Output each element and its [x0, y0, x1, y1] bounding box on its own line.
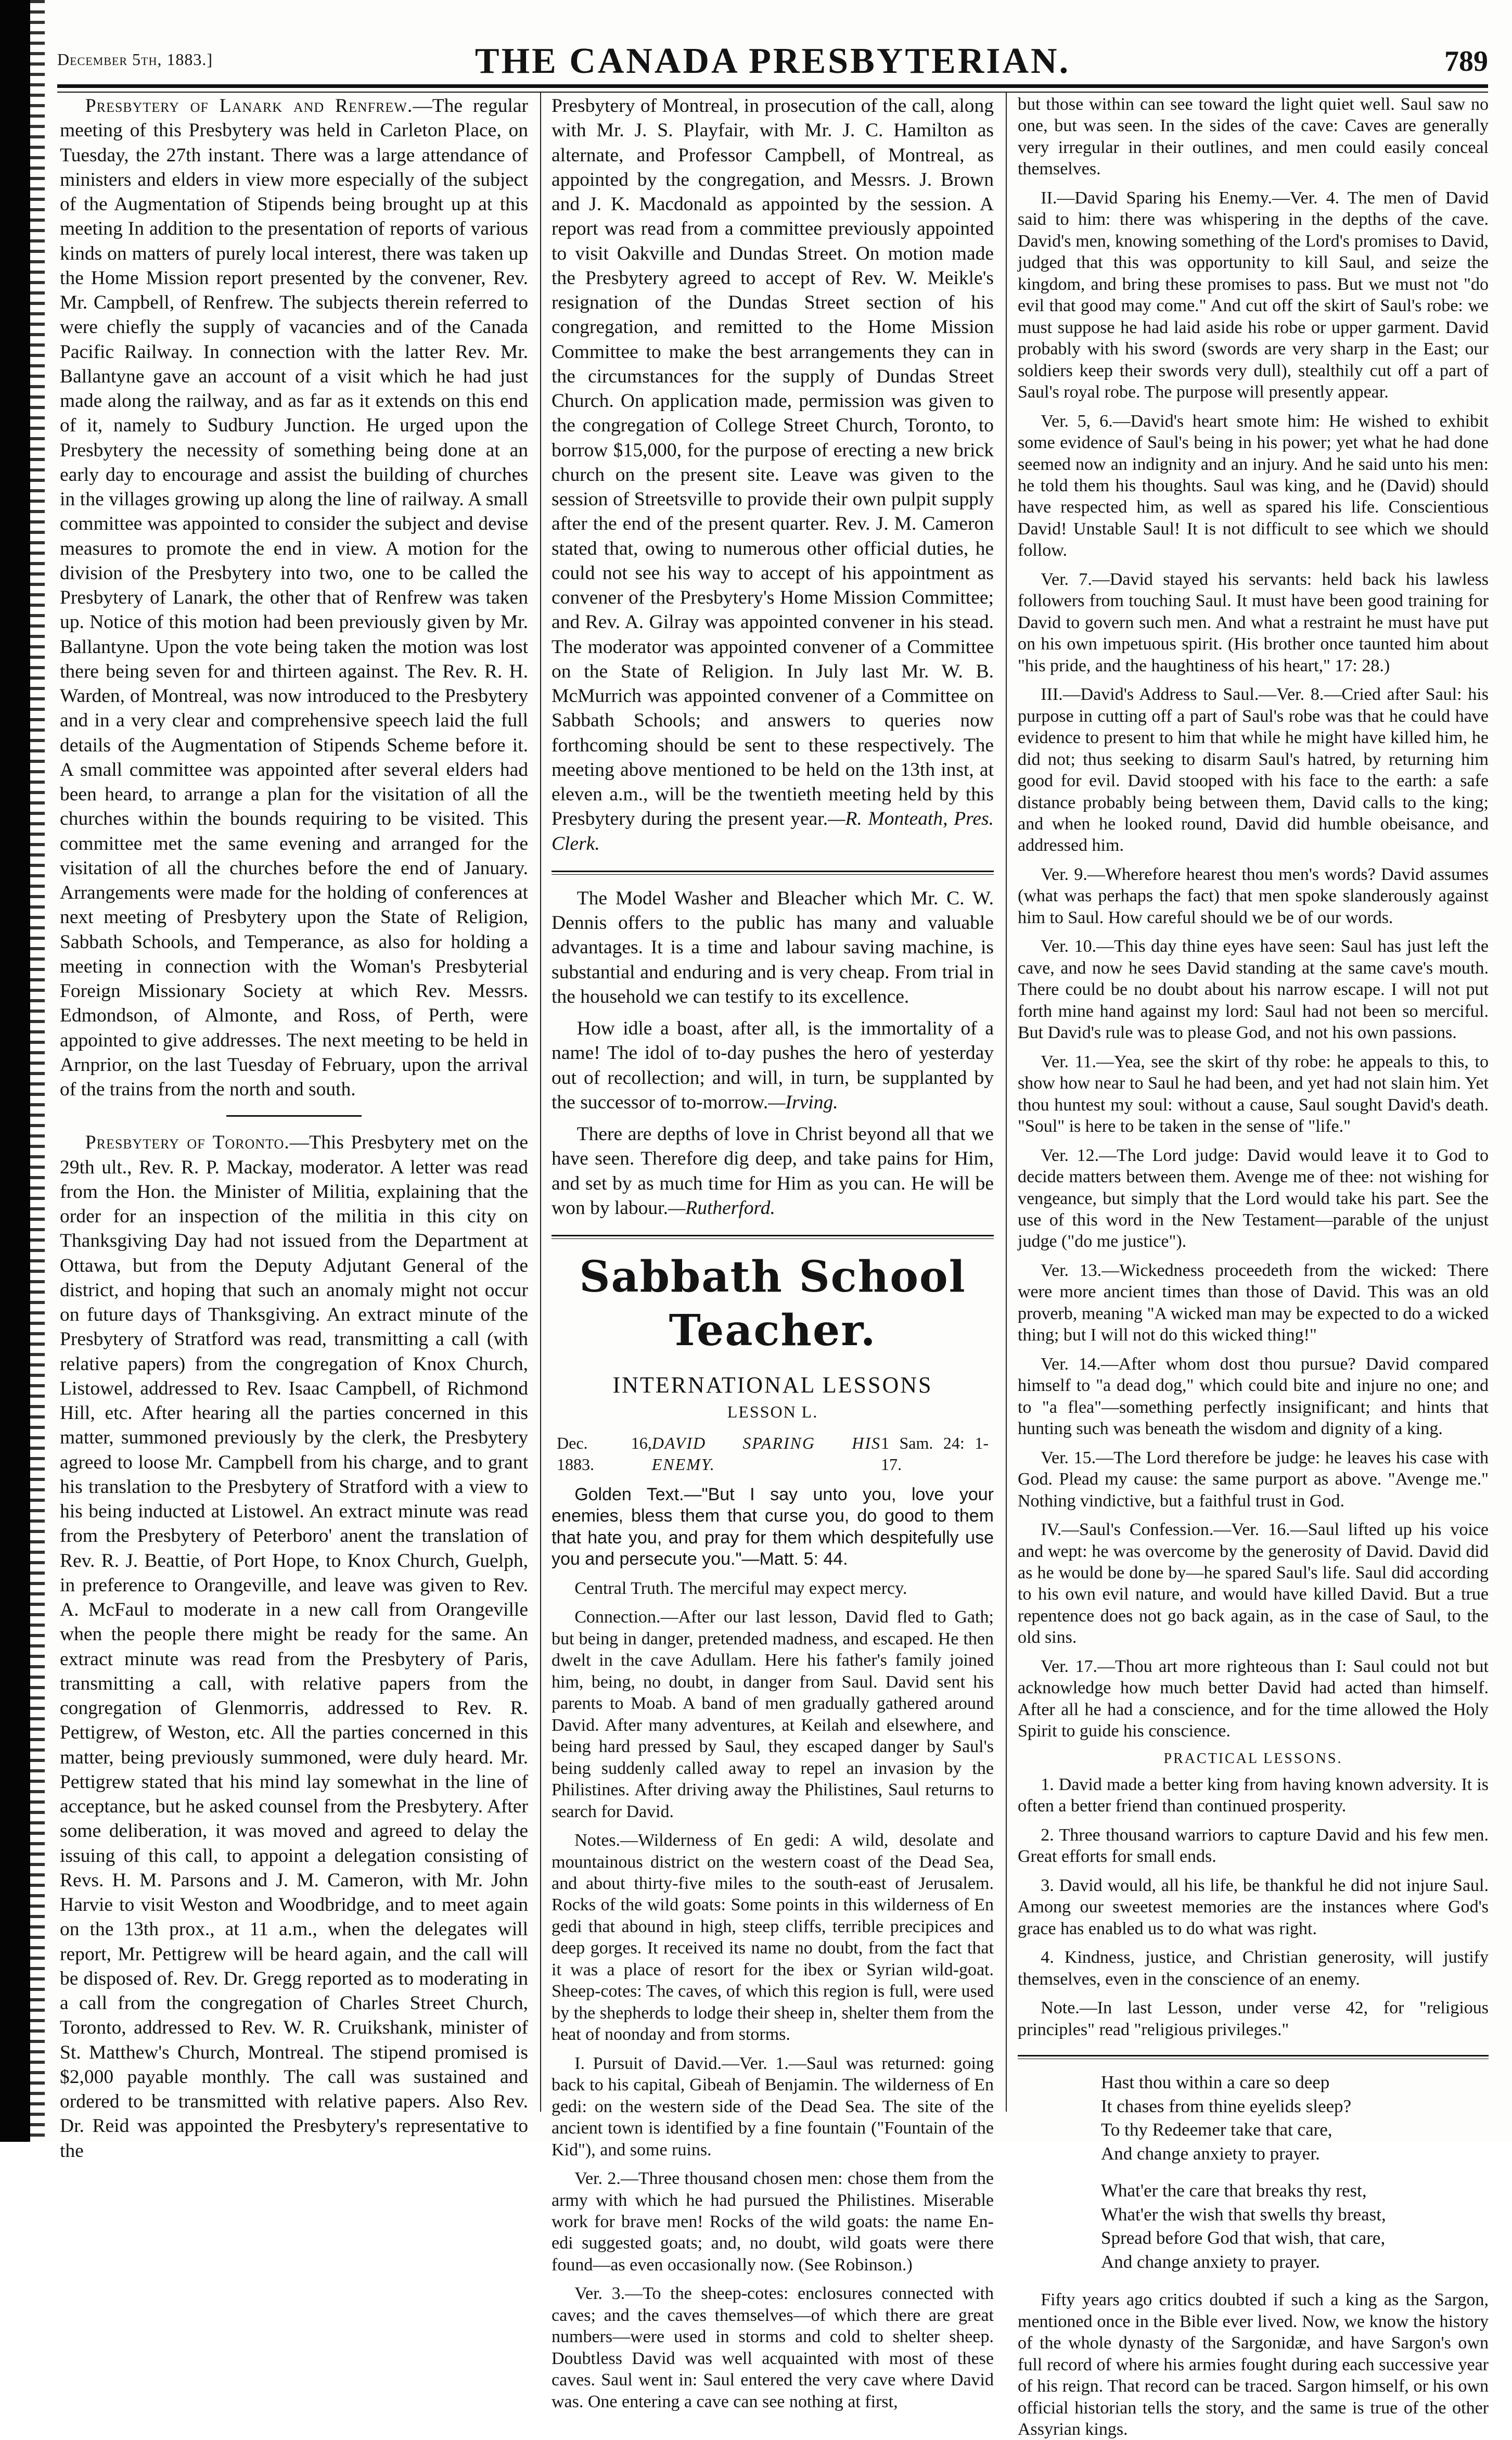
section-rule-thin — [552, 1238, 994, 1239]
verse-7: Ver. 7.—David stayed his servants: held back his lawless followers from touching Saul. It must have been good training for David to govern such men. And what a restraint he must have put on his own impetuous spirit. (His brother once taunted him about "his pride, and the haughtiness of his heart," 17: 28.) — [1018, 569, 1489, 675]
lanark-report — [60, 94, 528, 1102]
sauls-confession: IV.—Saul's Confession.—Ver. 16.—Saul lifted up his voice and wept: he was overcome by the generosity of David. David did as he would be done by—he spared Saul's life. Saul did according to his own evil nature, and would have killed David. But a true repentence does not go back again, as in the case of Saul, to the old sins. — [1018, 1520, 1489, 1647]
washer-note: The Model Washer and Bleacher which Mr. C. W. Dennis offers to the public has many and valuable advantages. It is a time and labour saving machine, is substantial and enduring and is very cheap. From trial in the household we can testify to its excellence. — [552, 887, 994, 1007]
david-sparing-enemy: II.—David Sparing his Enemy.—Ver. 4. The men of David said to him: there was whispering in the depths of the cave. David's men, knowing something of the Lord's promises to David, judged that this was opportunity to kill Saul, and seize the kingdom, and bring these promises to pass. But we must not "do evil that good may come." And cut off the skirt of Saul's robe: we must suppose he had laid aside his robe or upper garment. David probably with his sword (swords are very sharp in the East; our soldiers keep their swords very dull), stealthily cut off a part of Saul's royal robe. The purpose will presently appear. — [1018, 188, 1489, 402]
verse-17: Ver. 17.—Thou art more righteous than I: Saul could not but acknowledge how much better David had acted than himself. After all he had a conscience, and for the time allowed the Holy Spirit to guide his conscience. — [1018, 1656, 1489, 1741]
irving-quote-text: How idle a boast, after all, is the immortality of a name! The idol of to-day pushes the hero of yesterday out of recollection; and will, in turn, be supplanted by the successor of to-morrow. — [552, 1018, 994, 1113]
section-divider — [226, 1115, 362, 1117]
poem-line: Spread before God that wish, that care, — [1101, 2228, 1386, 2249]
section-rule — [552, 1235, 994, 1236]
practical-lesson-3: 3. David would, all his life, be thankful he did not injure Saul. Among our sweetest memories are the instances where God's grace has enabled us to do what was right. — [1018, 1875, 1489, 1938]
section-rule-thin — [552, 874, 994, 875]
pursuit-of-david: I. Pursuit of David.—Ver. 1.—Saul was returned: going back to his capital, Gibeah of Benjamin. The wilderness of En gedi: on the western side of the Dead Sea. The site of the ancient town is identified by a fine fountain ("Fountain of the Kid"), and some ruins. — [552, 2053, 994, 2160]
rutherford-attribution: —Rutherford. — [668, 1197, 775, 1219]
poem-stanza-1 — [1101, 2071, 1489, 2165]
continued-text: Presbytery of Montreal, in prosecution of the call, along with Mr. J. S. Playfair, with Mr. J. C. Hamilton as alternate, and Professor Campbell, of Montreal, as appointed by the congregation, and Messrs. J. Brown and J. K. Macdonald as appointed by the session. A report was read from a committee previously appointed to visit Oakville and Dundas Street. On motion made the Presbytery agreed to accept of Rev. W. Meikle's resignation of the Dundas Street section of his congregation, and remitted to the Home Mission Committee to make the best arrangements they can in the circumstances for the supply of Dundas Street Church. On application made, permission was given to the congregation of College Street Church, Toronto, to borrow $15,000, for the purpose of erecting a new brick church on the present site. Leave was given to the session of Streetsville to provide their own pulpit supply after the end of the present quarter. Rev. J. M. Cameron stated that, owing to numerous other official duties, he could not see his way to accept of his appointment as convener of the Presbytery's Home Mission Committee; and Rev. A. Gilray was appointed convener in his stead. The moderator was appointed convener of a Committee on the State of Religion. In July last Mr. W. B. McMurrich was appointed convener of a Committee on Sabbath Schools; and answers to queries now forthcoming should be sent to these respectively. The meeting above mentioned to be held on the 13th inst, at eleven a.m., will be the twentieth meeting held by this Presbytery during the present year. — [552, 95, 994, 830]
rutherford-quote-text: There are depths of love in Christ beyond all that we have seen. Therefore dig deep, and take pains for Him, and set by as much time for Him as you can. He will be won by labour. — [552, 1123, 994, 1219]
section-rule — [1018, 2055, 1489, 2056]
poem-line: To thy Redeemer take that care, — [1101, 2119, 1332, 2140]
left-column — [60, 94, 528, 2162]
practical-lesson-4: 4. Kindness, justice, and Christian generosity, will justify themselves, even in the conscience of an enemy. — [1018, 1948, 1489, 1989]
verse-2: Ver. 2.—Three thousand chosen men: chose them from the army with which he had pursued the Philistines. Miserable work for brave men! Rocks of the wild goats: the name En-edi suggested goats; and, no doubt, wild goats were there found—as even occasionally now. (See Robinson.) — [552, 2169, 994, 2275]
practical-lessons-heading: PRACTICAL LESSONS. — [1163, 1750, 1343, 1767]
verse-3: Ver. 3.—To the sheep-cotes: enclosures connected with caves; and the caves themselves—of which there are great numbers—were used in storms and cold to shelter sheep. Doubtless David was well acquainted with most of these caves. Saul went in: Saul entered the very cave where David was. One entering a cave can see nothing at first, — [552, 2284, 994, 2411]
verse-5-6: Ver. 5, 6.—David's heart smote him: He wished to exhibit some evidence of Saul's being in his power; yet what he had done seemed now an indignity and an injury. And he said unto his men: he told them his thoughts. Saul was king, and he (David) should have respected him, as well as spared his life. Conscientious David! Unstable Saul! It is not difficult to see which we should follow. — [1018, 411, 1489, 560]
poem — [1018, 2071, 1489, 2273]
verse-13: Ver. 13.—Wickedness proceedeth from the wicked: There were more ancient times than those of David. This was an old proverb, meaning "A wicked man may be expected to do a wicked thing; but I will not do this wicked thing!" — [1018, 1260, 1489, 1345]
golden-text: Golden Text.—"But I say unto you, love your enemies, bless them that curse you, do good to them that hate you, and pray for them which despitefully use you and persecute you."—Matt. 5: 44. — [552, 1485, 994, 1569]
central-truth: Central Truth. The merciful may expect mercy. — [574, 1578, 907, 1598]
lesson-heading — [552, 1433, 994, 1475]
verse-9: Ver. 9.—Wherefore hearest thou men's words? David assumes (what was perhaps the fact) that men spoke slanderously against him to Saul. How careful should we be of our words. — [1018, 864, 1489, 927]
verse-10: Ver. 10.—This day thine eyes have seen: Saul has just left the cave, and now he sees David standing at the same cave's mouth. There could be no doubt about his narrow escape. I will not put forth mine hand against my lord: Saul had not been so merciful. But David's rule was to please God, and not his own passions. — [1018, 937, 1489, 1043]
column-divider — [540, 93, 541, 2112]
practical-lesson-2: 2. Three thousand warriors to capture David and his few men. Great efforts for small ends. — [1018, 1825, 1489, 1867]
toronto-body: —This Presbytery met on the 29th ult., Rev. R. P. Mackay, moderator. A letter was read from the Hon. the Minister of Militia, explaining that the order for an inspection of the militia in this city on Thanksgiving Day had not issued from the Department at Ottawa, but from the Deputy Adjutant General of the district, and hoping that such an anomaly might not occur on future days of Thanksgiving. An extract minute of the Presbytery of Stratford was read, transmitting a call (with relative papers) from the congregation of Knox Church, Listowel, addressed to Rev. Isaac Campbell, of Richmond Hill, etc. After hearing all the parties concerned in this matter, summoned previously by the clerk, the Presbytery agreed to loose Mr. Campbell from his charge, and to grant his translation to the Presbytery of Stratford with a view to his being inducted at Listowel. An extract minute was read from the Presbytery of Peterboro' anent the translation of Rev. R. J. Beattie, of Port Hope, to Knox Church, Guelph, in preference to Orangeville, and leave was given to Rev. A. McFaul to moderate in a new call from Orangeville when the people there might be ready for the same. An extract minute was read from the Presbytery of Paris, transmitting a call, with relative papers from the congregation of Glenmorris, addressed to Rev. R. Pettigrew, of Weston, etc. All the parties concerned in this matter, being previously summoned, were duly heard. Mr. Pettigrew stated that his mind lay somewhat in the line of acceptance, but he asked counsel from the Presbytery. After some deliberation, it was moved and agreed to delay the issuing of this call, to appoint a delegation consisting of Revs. H. M. Parsons and J. M. Cameron, with Mr. John Harvie to visit Weston and Woodbridge, and to meet again on the 13th prox., at 11 a.m., when the delegates will report, Mr. Pettigrew will be heard again, and the call will be disposed of. Rev. Dr. Gregg reported as to moderating in a call from the congregation of Charles Street Church, Toronto, addressed to Rev. W. R. Cruikshank, minister of St. Matthew's Church, Montreal. The stipend promised is $2,000 payable monthly. The call was sustained and ordered to be transmitted with relative papers. Also Rev. Dr. Reid was appointed the Presbytery's representative to the — [60, 1132, 528, 2162]
poem-stanza-2 — [1101, 2179, 1489, 2273]
lesson-subject: DAVID SPARING HIS ENEMY. — [651, 1434, 881, 1474]
davids-address: III.—David's Address to Saul.—Ver. 8.—Cried after Saul: his purpose in cutting off a part of Saul's robe was that he could have evidence to present to him that while he might have killed him, he did not; thus seeking to disarm Saul's hatred, by returning him good for evil. David stooped with his face to the earth: a safe distance probably being between them, David calls to the king; and when he looked round, David did humble obeisance, and addressed him. — [1018, 685, 1489, 855]
page-number: 789 — [1444, 45, 1488, 78]
lanark-heading: Presbytery of Lanark and Renfrew. — [85, 95, 413, 117]
header-rule — [57, 84, 1488, 88]
toronto-heading: Presbytery of Toronto. — [85, 1132, 290, 1154]
lesson-date: Dec. 16, 1883. — [557, 1434, 652, 1474]
montreal-continuation — [552, 94, 994, 856]
rutherford-quote — [552, 1122, 994, 1220]
right-column — [1018, 94, 1489, 2439]
poem-line: And change anxiety to prayer. — [1101, 2143, 1320, 2164]
cave-continuation: but those within can see toward the light quiet well. Saul saw no one, but was seen. In the sides of the cave: Caves are generally very irregular in their outlines, and men could easily conceal themselves. — [1018, 95, 1489, 179]
poem-line: It chases from thine eyelids sleep? — [1101, 2096, 1352, 2116]
middle-column — [552, 94, 994, 2411]
practical-lesson-1: 1. David made a better king from having known adversity. It is often a better friend than continued prosperity. — [1018, 1775, 1489, 1816]
poem-line: What'er the care that breaks thy rest, — [1101, 2180, 1367, 2201]
verse-15: Ver. 15.—The Lord therefore be judge: he leaves his case with God. Plead my cause: the same purport as above. "Avenge me." Nothing vindictive, but a faithful trust in God. — [1018, 1448, 1489, 1511]
binding-stitches — [30, 0, 45, 2142]
binding-edge — [0, 0, 30, 2142]
newspaper-title: THE CANADA PRESBYTERIAN. — [475, 41, 1071, 81]
page-header — [57, 41, 1488, 87]
issue-date: December 5th, 1883.] — [57, 50, 213, 69]
lanark-body: —The regular meeting of this Presbytery was held in Carleton Place, on Tuesday, the 27th instant. There was a large attendance of ministers and elders in view more especially of the subject of the Augmentation of Stipends being brought up at this meeting In addition to the presentation of reports of various kinds on matters of purely local interest, there was taken up the Home Mission report presented by the convener, Rev. Mr. Campbell, of Renfrew. The subjects therein referred to were chiefly the supply of vacancies and of the Canada Pacific Railway. In connection with the latter Rev. Mr. Ballantyne gave an account of a visit which he had just made along the railway, and as far as it extends on this end of it, namely to Sudbury Junction. He urged upon the Presbytery the necessity of something being done at an early day to encourage and assist the building of churches in the villages growing up along the line of railway. A small committee was appointed to consider the subject and devise measures to promote the end in view. A motion for the division of the Presbytery into two, one to be called the Presbytery of Lanark, the other that of Renfrew was taken up. Notice of this motion had been previously given by Mr. Ballantyne. Upon the vote being taken the motion was lost there being seven for and thirteen against. The Rev. R. H. Warden, of Montreal, was now introduced to the Presbytery and in a very clear and comprehensive speech laid the full details of the Augmentation of Stipends Scheme before it. A small committee was appointed after several elders had been heard, to arrange a plan for the visitation of all the churches within the bounds requiring to be visited. This committee met the same evening and arranged for the visitation of all the churches before the end of January. Arrangements were made for the holding of conferences at next meeting of Presbytery upon the State of Religion, Sabbath Schools, and Temperance, as also for holding a meeting in connection with the Woman's Presbyterial Foreign Missionary Society at which Rev. Messrs. Edmondson, of Almonte, and Ross, of Perth, were appointed to give addresses. The next meeting to be held in Arnprior, on the last Tuesday of February, upon the arrival of the trains from the north and south. — [60, 95, 528, 1100]
sabbath-school-masthead: Sabbath School Teacher. — [579, 1252, 966, 1356]
sargon-paragraph: Fifty years ago critics doubted if such a king as the Sargon, mentioned once in the Bible ever lived. Now, we know the history of the whole dynasty of the Sargonidæ, and have Sargon's own full record of where his armies fought during each successive year of his reign. That record can be traced. Sargon himself, or his own official historian tells the story, and the same is true of the other Assyrian kings. — [1018, 2290, 1489, 2439]
lesson-number: LESSON L. — [727, 1402, 818, 1422]
header-rule-thin — [57, 92, 1488, 93]
notes: Notes.—Wilderness of En gedi: A wild, desolate and mountainous district on the western coast of the Dead Sea, and about thirty-five miles to the south-east of Jerusalem. Rocks of the wild goats: Some points in this wilderness of En gedi that abound in high, steep cliffs, terrible precipices and deep gorges. It received its name no doubt, from the fact that it was a place of resort for the ibex or Syrian wild-goat. Sheep-cotes: The caves, of which this region is full, were used by the shepherds to lodge their sheep in, shelter them from the heat of noonday and from storms. — [552, 1831, 994, 2045]
verse-11: Ver. 11.—Yea, see the skirt of thy robe: he appeals to this, to show how near to Saul he had been, and yet had not slain him. Yet thou huntest my soul: without a cause, Saul sought David's death. "Soul" is here to be taken in the sense of "life." — [1018, 1052, 1489, 1136]
lessons-title: INTERNATIONAL LESSONS — [612, 1372, 933, 1398]
poem-line: And change anxiety to prayer. — [1101, 2251, 1320, 2272]
column-divider — [1006, 93, 1007, 2112]
toronto-report — [60, 1130, 528, 2163]
connection-note: Connection.—After our last lesson, David fled to Gath; but being in danger, pretended madness, and escaped. He then dwelt in the cave Adullam. Here his father's family joined him, being, no doubt, in danger from Saul. David sent his parents to Moab. A band of men gradually gathered around David. After many adventures, at Keilah and elsewhere, and being hard pressed by Saul, they escaped danger by Saul's being suddenly called away to repel an invasion by the Philistines. After driving away the Philistines, Saul returns to search for David. — [552, 1607, 994, 1821]
lesson-reference: 1 Sam. 24: 1-17. — [880, 1434, 989, 1474]
verse-12: Ver. 12.—The Lord judge: David would leave it to God to decide matters between them. Avenge me of thee: not wishing for vengeance, but simply that the Lord would take his part. See the use of this word in the New Testament—parable of the unjust judge ("do me justice"). — [1018, 1145, 1489, 1251]
erratum-note: Note.—In last Lesson, under verse 42, for "religious principles" read "religious privileges." — [1018, 1998, 1489, 2039]
clerk-signature: —R. Monteath, Pres. Clerk. — [552, 808, 994, 854]
irving-attribution: —Irving. — [768, 1091, 838, 1113]
section-rule — [552, 871, 994, 872]
verse-14: Ver. 14.—After whom dost thou pursue? David compared himself to "a dead dog," which could bite and injure no one; and to "a flea"—something perfectly insignificant; and hints that hunting such was beneath the wisdom and dignity of a king. — [1018, 1354, 1489, 1439]
poem-line: What'er the wish that swells thy breast, — [1101, 2204, 1386, 2225]
poem-line: Hast thou within a care so deep — [1101, 2072, 1330, 2093]
irving-quote — [552, 1016, 994, 1115]
